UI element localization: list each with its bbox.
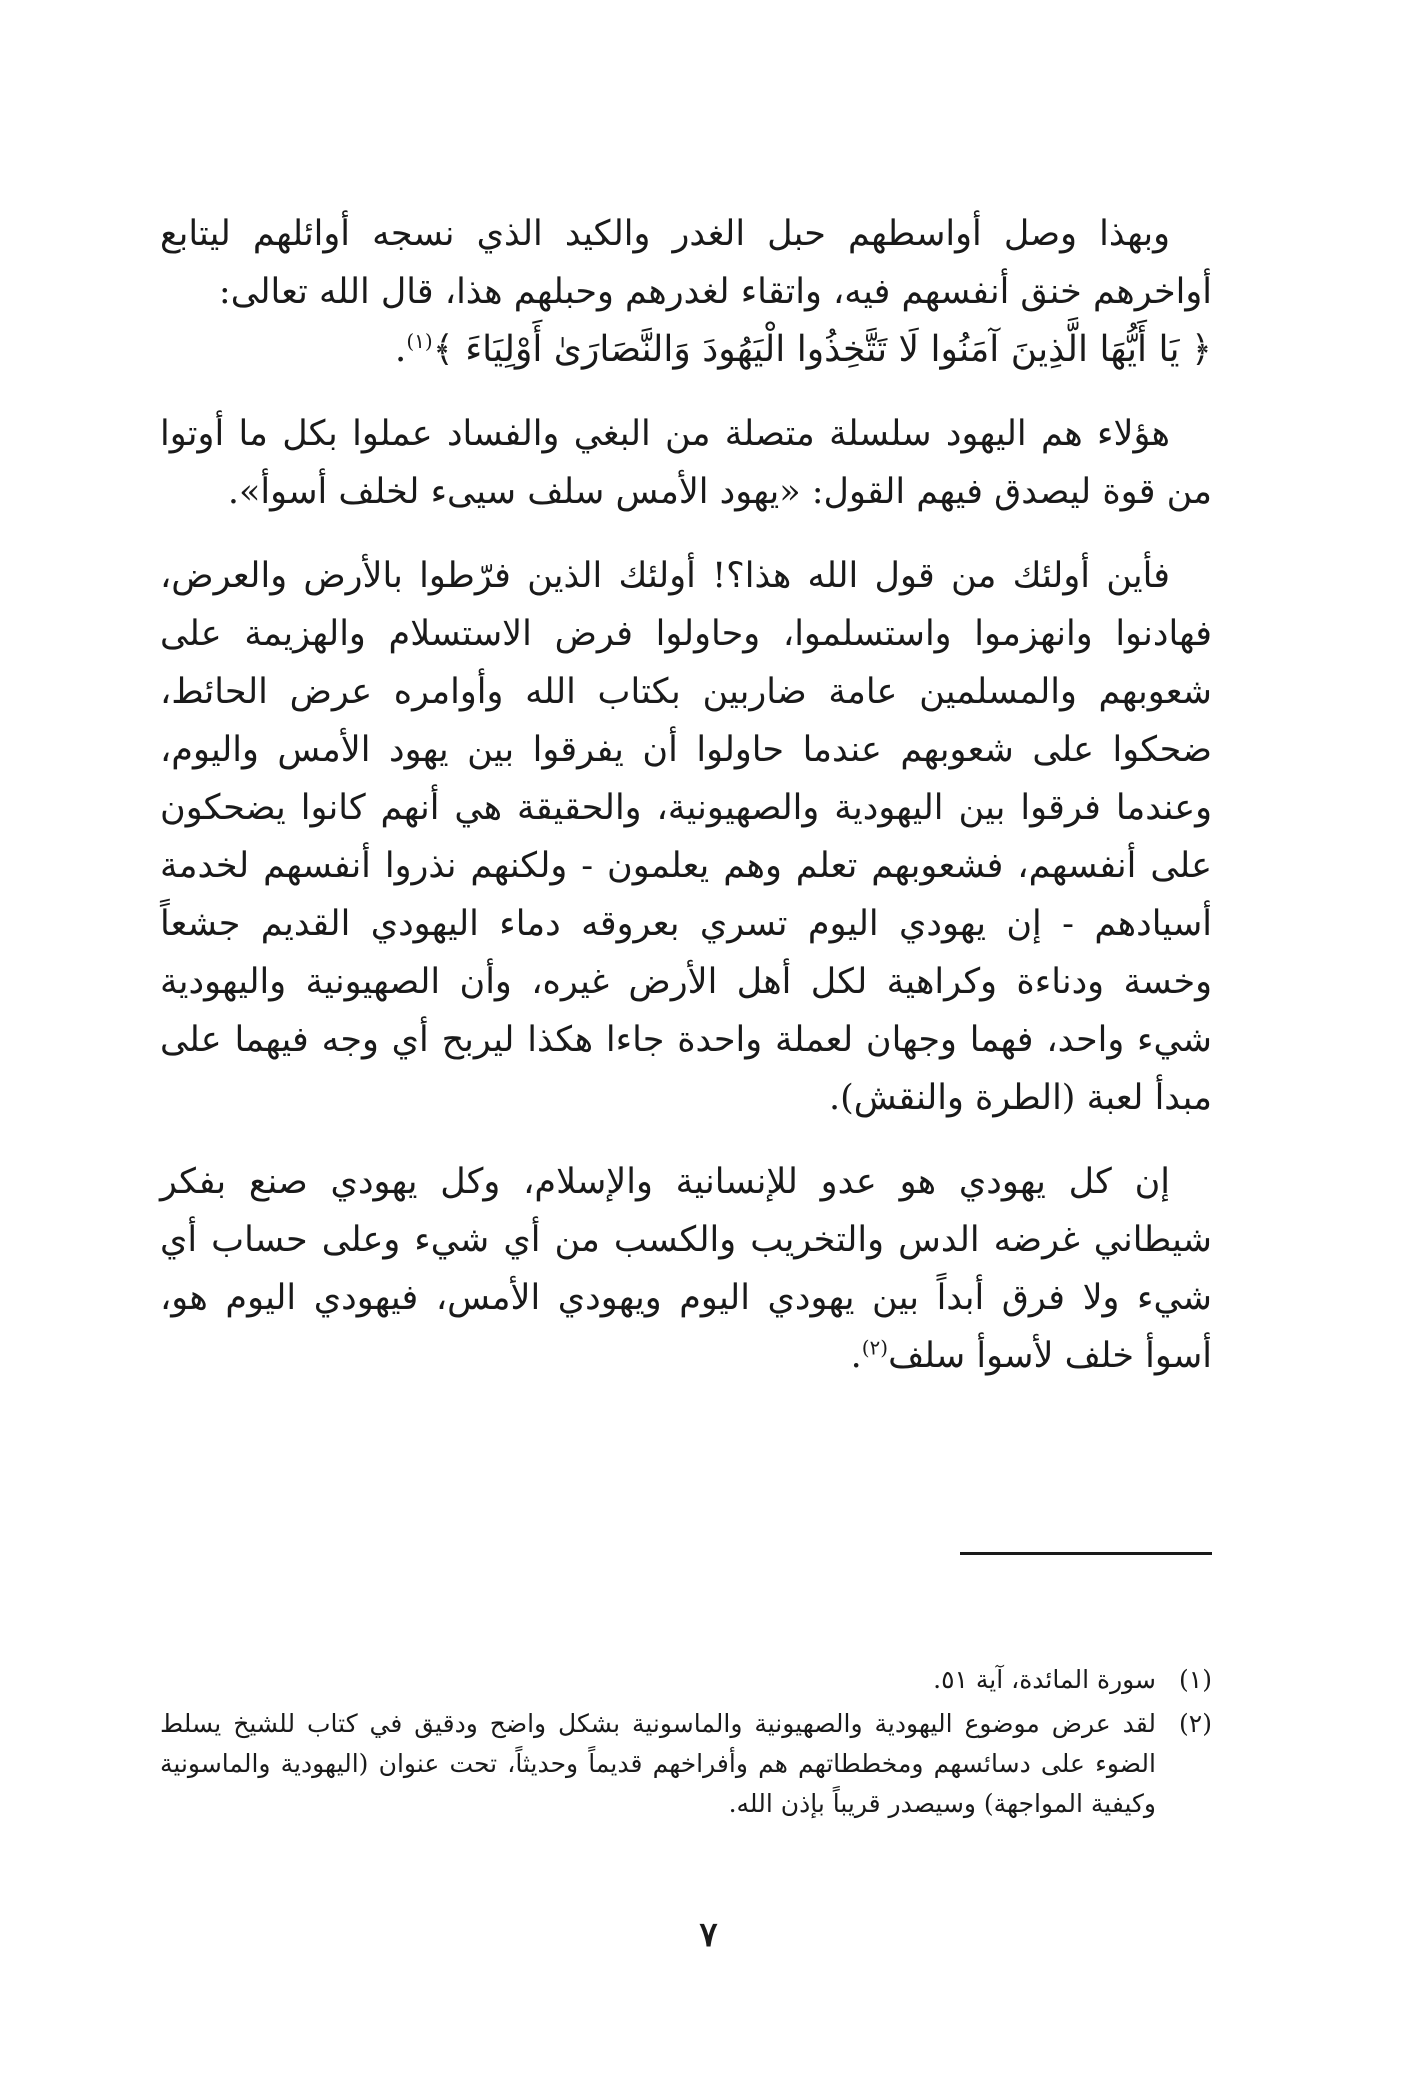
footnote-1-text: سورة المائدة، آية ٥١. bbox=[933, 1665, 1156, 1694]
footnote-ref-2: (٢) bbox=[861, 1335, 889, 1360]
footnote-1 bbox=[160, 1660, 1212, 1700]
quran-verse-text: ﴿ يَا أَيُّهَا الَّذِينَ آمَنُوا لَا تَتَّخِذُوا الْيَهُودَ وَالنَّصَارَىٰ أَوْلِيَاءَ ﴾ bbox=[432, 329, 1212, 370]
footnote-2-number: (٢) bbox=[1179, 1709, 1212, 1738]
footnotes bbox=[160, 1660, 1212, 1828]
paragraph-1-line-1: وبهذا وصل أواسطهم حبل الغدر والكيد الذي نسجه أوائلهم ليتابع bbox=[160, 214, 1170, 254]
paragraph-2: هؤلاء هم اليهود سلسلة متصلة من البغي والفساد عملوا بكل ما أوتوا من قوة ليصدق فيهم القول: «يهود الأمس سلف سيىء لخلف أسوأ». bbox=[160, 414, 1212, 512]
paragraph-1 bbox=[160, 205, 1212, 379]
footnote-separator bbox=[960, 1552, 1212, 1555]
page-body bbox=[160, 205, 1212, 1385]
page-number: ٧ bbox=[699, 1915, 718, 1955]
footnote-1-number: (١) bbox=[1179, 1665, 1212, 1694]
quran-verse bbox=[160, 321, 1212, 379]
footnote-ref-1: (١) bbox=[406, 329, 433, 353]
paragraph-4-text: إن كل يهودي هو عدو للإنسانية والإسلام، وكل يهودي صنع بفكر شيطاني غرضه الدس والتخريب والكسب من أي شيء وعلى حساب أي شيء ولا فرق أبداً بين يهودي اليوم ويهودي الأمس، فيهودي اليوم هو، أسوأ خلف لأسوأ سلف bbox=[160, 1162, 1212, 1376]
paragraph-4-end: . bbox=[850, 1336, 862, 1376]
paragraph-1-line-2: أواخرهم خنق أنفسهم فيه، واتقاء لغدرهم وحبلهم هذا، قال الله تعالى: bbox=[218, 272, 1212, 312]
footnote-2-text: لقد عرض موضوع اليهودية والصهيونية والماسونية بشكل واضح ودقيق في كتاب للشيخ يسلط الضوء على دسائسهم ومخططاتهم هم وأفراخهم قديماً وحديثاً، تحت عنوان (اليهودية والماسونية وكيفية المواجهة) وسيصدر قريباً بإذن الله. bbox=[160, 1709, 1156, 1818]
verse-end-mark: . bbox=[394, 329, 407, 370]
paragraph-3: فأين أولئك من قول الله هذا؟! أولئك الذين فرّطوا بالأرض والعرض، فهادنوا وانهزموا واستسلموا، وحاولوا فرض الاستسلام والهزيمة على شعوبهم والمسلمين عامة ضاربين بكتاب الله وأوامره عرض الحائط، ضحكوا على شعوبهم عندما حاولوا أن يفرقوا بين يهود الأمس واليوم، وعندما فرقوا بين اليهودية والصهيونية، والحقيقة هي أنهم كانوا يضحكون على أنفسهم، فشعوبهم تعلم وهم يعلمون - ولكنهم نذروا أنفسهم لخدمة أسيادهم - إن يهودي اليوم تسري بعروقه دماء اليهودي القديم جشعاً وخسة ودناءة وكراهية لكل أهل الأرض غيره، وأن الصهيونية واليهودية شيء واحد، فهما وجهان لعملة واحدة جاءا هكذا ليربح أي وجه فيهما على مبدأ لعبة (الطرة والنقش). bbox=[160, 556, 1212, 1118]
paragraph-4 bbox=[160, 1153, 1212, 1385]
footnote-2 bbox=[160, 1704, 1212, 1824]
